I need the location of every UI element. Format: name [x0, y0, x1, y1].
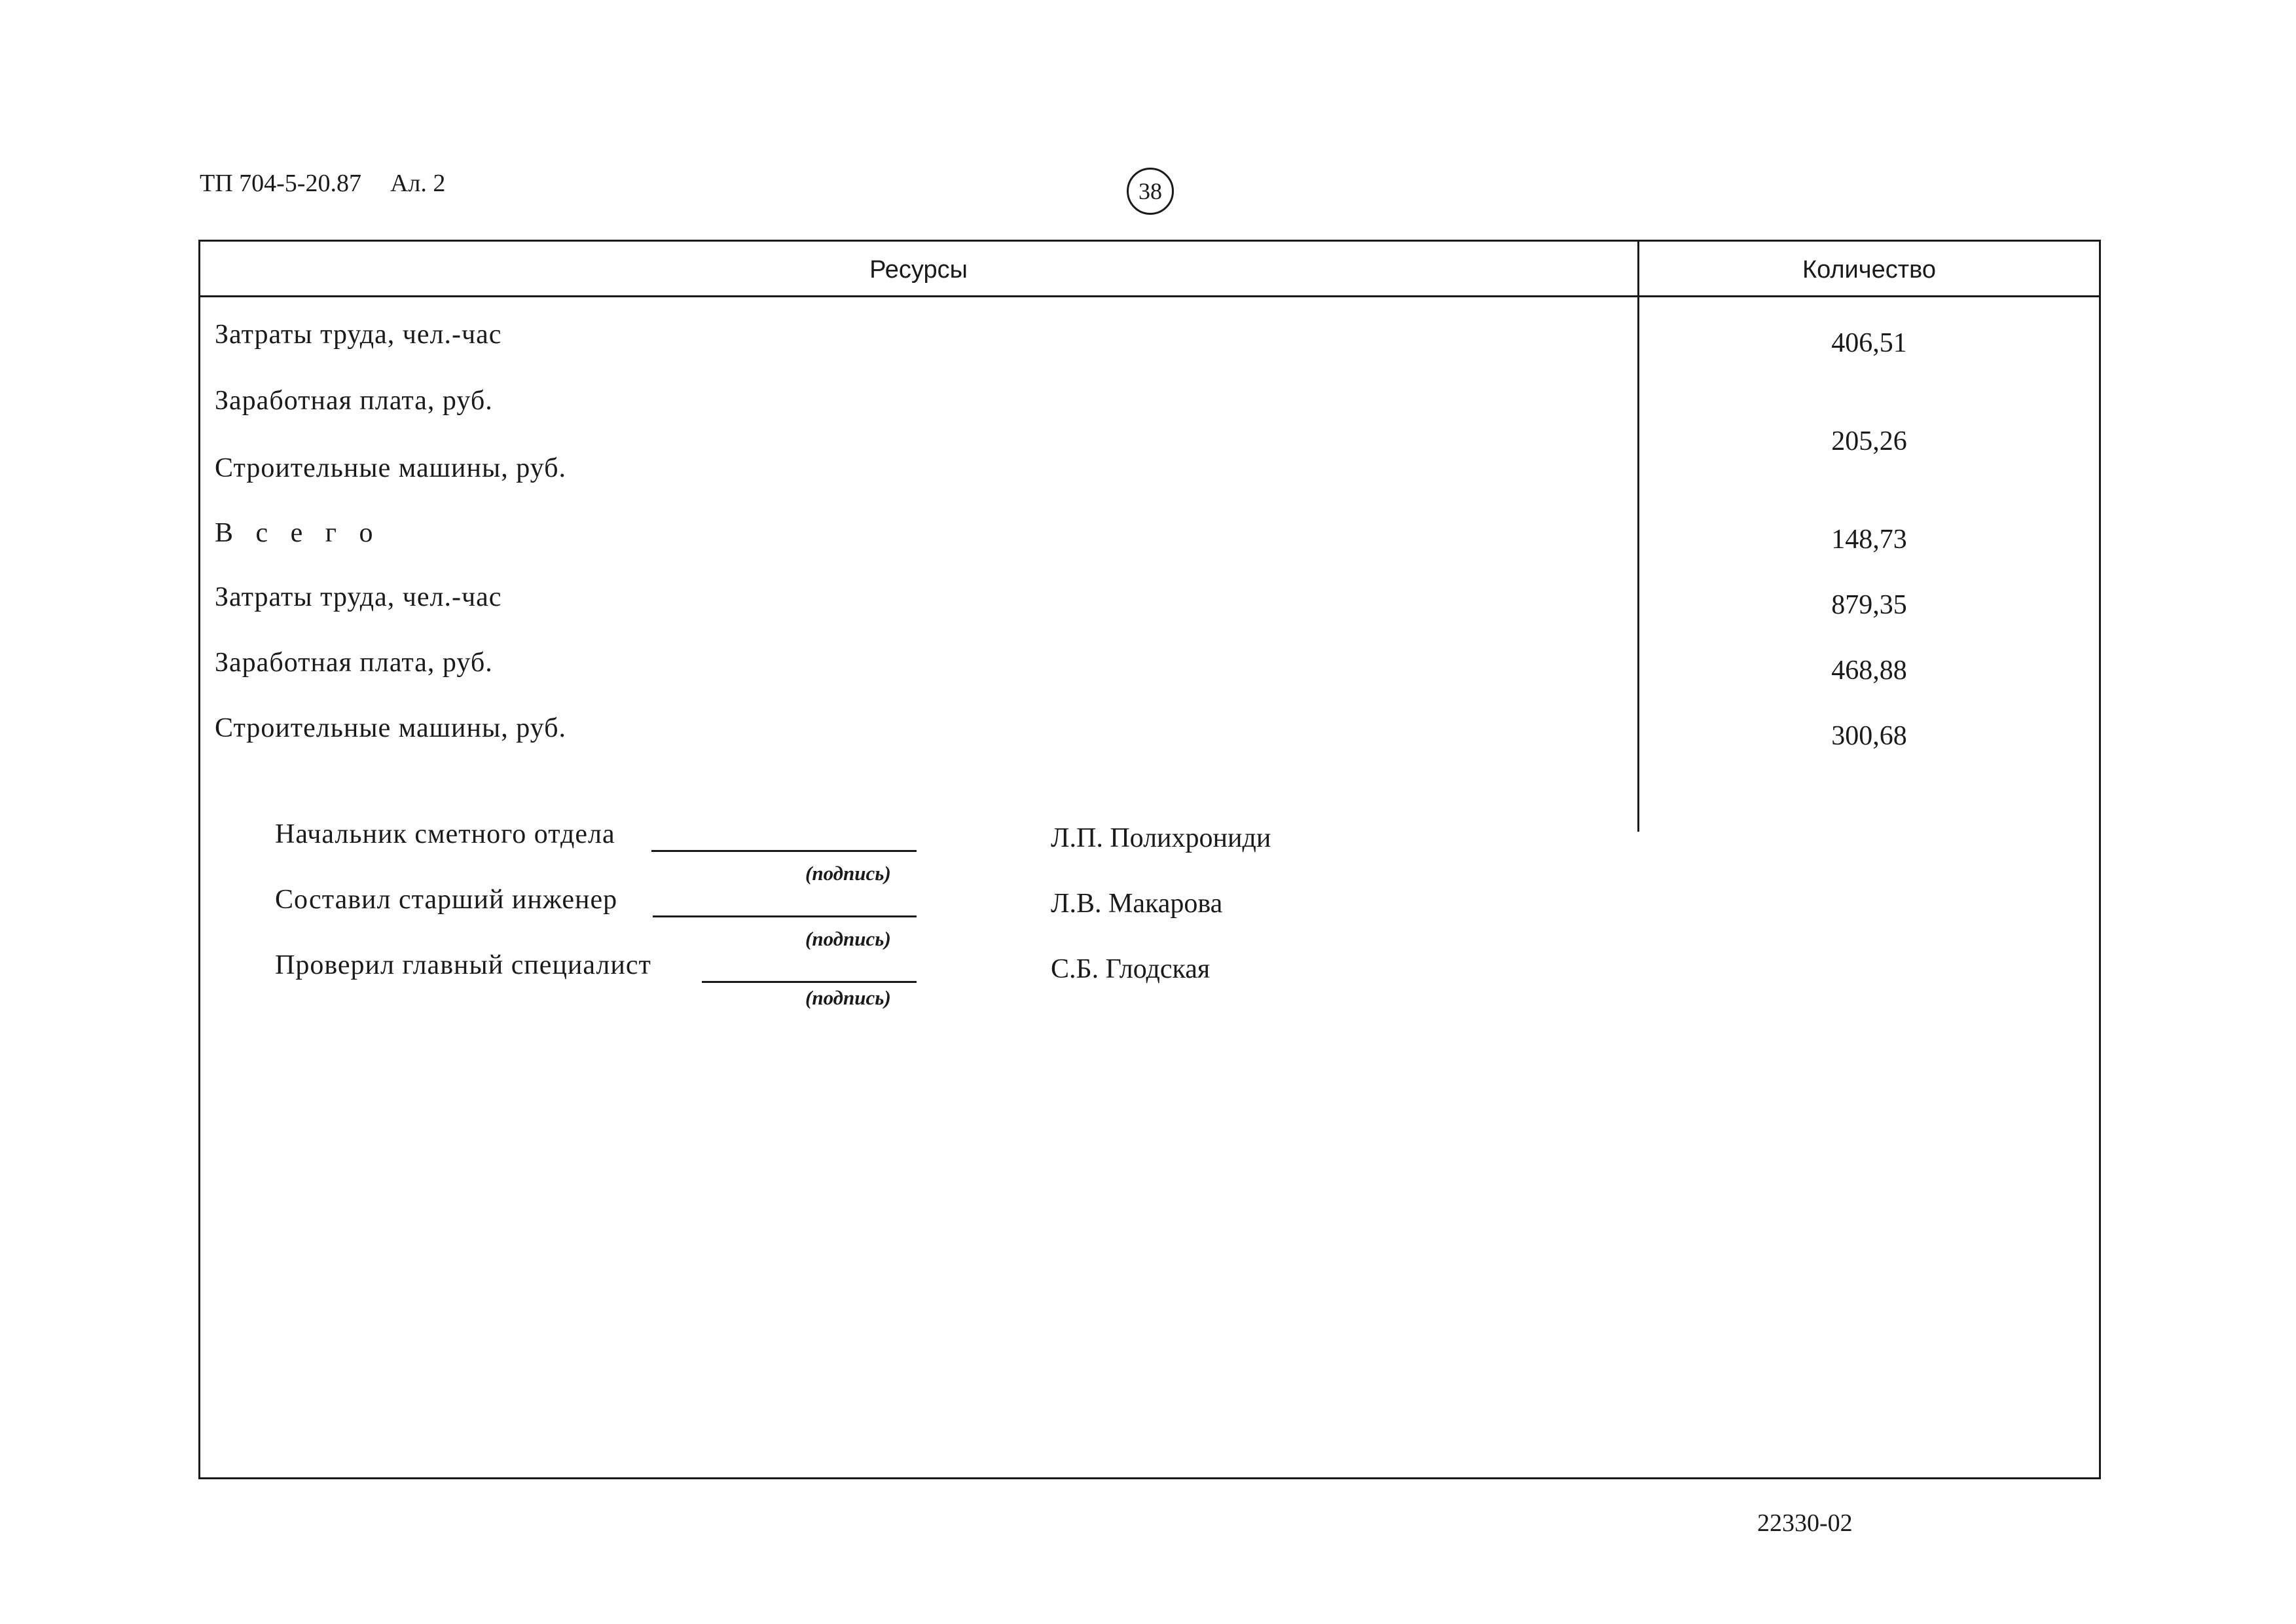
- signature-line: [702, 981, 917, 983]
- row-value: 148,73: [1831, 525, 1907, 555]
- sheet-number: Ал. 2: [390, 170, 446, 197]
- document-code-text: ТП 704-5-20.87: [200, 170, 361, 197]
- footer-code: 22330-02: [1757, 1509, 1853, 1537]
- signature-title: Проверил главный специалист: [275, 950, 651, 980]
- column-header-resources: Ресурсы: [869, 255, 968, 284]
- row-label: Заработная плата, руб.: [215, 648, 493, 678]
- row-value: 468,88: [1831, 655, 1907, 686]
- signature-caption: (подпись): [805, 927, 891, 950]
- signature-title: Составил старший инженер: [275, 885, 618, 915]
- signature-caption: (подпись): [805, 986, 891, 1009]
- signature-row: [0, 884, 1964, 950]
- signature-row: [0, 950, 1964, 1009]
- row-value: 205,26: [1831, 426, 1907, 456]
- row-label: Затраты труда, чел.-час: [215, 320, 502, 350]
- row-label: Строительные машины, руб.: [215, 453, 566, 483]
- row-label: Заработная плата, руб.: [215, 386, 493, 416]
- row-value: 300,68: [1831, 721, 1907, 751]
- column-header-quantity: Количество: [1802, 255, 1937, 284]
- signature-line: [653, 915, 917, 917]
- header-divider: [200, 295, 2100, 297]
- row-label: Строительные машины, руб.: [215, 713, 566, 743]
- signature-row: [0, 819, 1964, 885]
- row-value: 406,51: [1831, 328, 1907, 358]
- signature-name: С.Б. Глодская: [1051, 954, 1211, 984]
- signature-caption: (подпись): [805, 862, 891, 885]
- page-number: 38: [1139, 178, 1162, 204]
- row-label-total: В с е г о: [215, 518, 381, 548]
- row-label: Затраты труда, чел.-час: [215, 582, 502, 612]
- signature-title: Начальник сметного отдела: [275, 819, 615, 849]
- row-value: 879,35: [1831, 590, 1907, 620]
- signature-name: Л.В. Макарова: [1051, 889, 1223, 919]
- signature-name: Л.П. Полихрониди: [1051, 823, 1271, 853]
- page-number-badge: [1127, 168, 1174, 215]
- signature-line: [651, 850, 917, 852]
- document-code: [200, 169, 445, 198]
